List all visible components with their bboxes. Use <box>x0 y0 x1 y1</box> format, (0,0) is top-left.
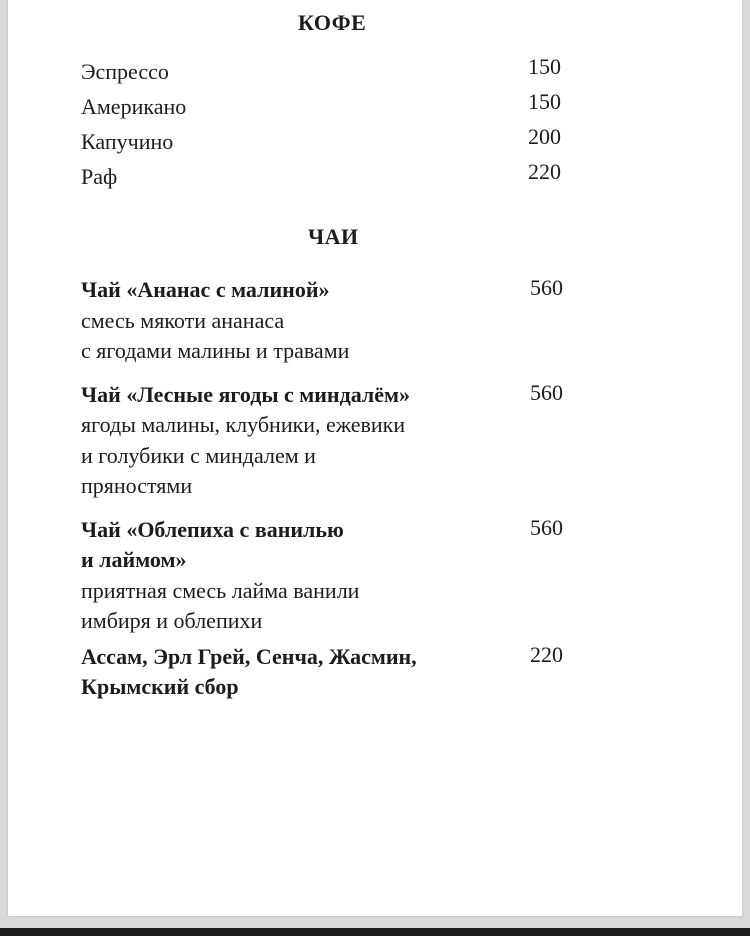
list-item <box>81 124 561 162</box>
item-description: приятная смесь лайма ванили имбиря и облепихи <box>81 577 360 633</box>
item-price: 220 <box>528 159 561 184</box>
item-price: 560 <box>530 275 563 300</box>
item-name: Эспрессо <box>81 59 169 84</box>
item-name: Чай «Лесные ягоды с миндалём» <box>81 381 411 407</box>
list-item <box>81 89 561 127</box>
item-description: смесь мякоти ананаса с ягодами малины и травами <box>81 307 350 363</box>
item-name: Чай «Облепиха с ванилью и лаймом» <box>81 516 344 572</box>
item-price: 220 <box>530 641 563 667</box>
list-item <box>81 642 563 703</box>
list-item <box>81 54 561 92</box>
item-price: 150 <box>528 54 561 79</box>
item-name: Раф <box>81 164 118 189</box>
list-item <box>81 275 563 367</box>
item-price: 560 <box>530 514 563 540</box>
coffee-list <box>81 54 561 197</box>
list-item <box>81 515 563 637</box>
item-price: 560 <box>530 379 563 405</box>
tea-section-title: ЧАИ <box>308 224 359 249</box>
item-price: 200 <box>528 124 561 149</box>
menu-page <box>8 0 742 916</box>
item-name: Американо <box>81 94 187 119</box>
list-item <box>81 380 563 502</box>
bottom-border <box>0 928 750 936</box>
list-item <box>81 159 561 197</box>
tea-list <box>81 275 563 703</box>
coffee-section-title: КОФЕ <box>298 10 367 35</box>
item-price: 150 <box>528 89 561 114</box>
item-description: ягоды малины, клубники, ежевики и голубики с миндалем и пряностями <box>81 412 406 498</box>
item-name: Чай «Ананас с малиной» <box>81 277 330 302</box>
item-name: Капучино <box>81 129 174 154</box>
item-name: Ассам, Эрл Грей, Сенча, Жасмин, Крымский сбор <box>81 643 417 699</box>
